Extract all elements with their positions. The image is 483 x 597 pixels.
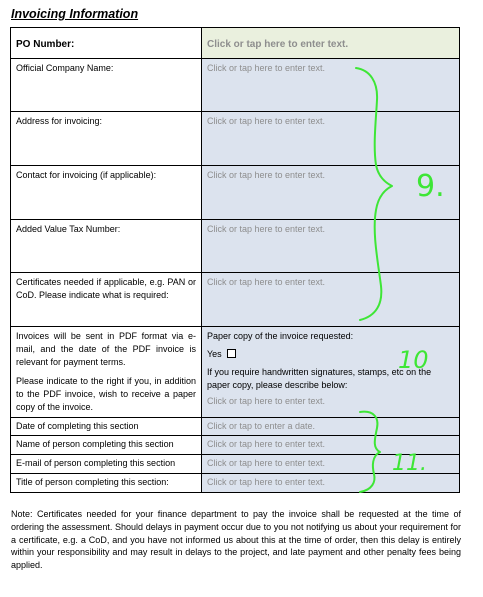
- paper-copy-instruction: Please indicate to the right if you, in addition to the PDF invoice, wish to receive a paper copy of the invoice.: [16, 376, 196, 412]
- paper-copy-question: Paper copy of the invoice requested:: [207, 331, 354, 341]
- completer-email-label: E-mail of person completing this section: [11, 455, 202, 474]
- completer-name-label: Name of person completing this section: [11, 436, 202, 455]
- completion-date-label: Date of completing this section: [11, 418, 202, 436]
- section-title: Invoicing Information: [11, 7, 139, 21]
- completer-title-field[interactable]: Click or tap here to enter text.: [202, 474, 460, 493]
- completer-name-field[interactable]: Click or tap here to enter text.: [202, 436, 460, 455]
- row-completion-date: [11, 418, 460, 436]
- invoicing-form-table: [10, 27, 460, 493]
- contact-label: Contact for invoicing (if applicable):: [11, 166, 202, 220]
- address-field[interactable]: Click or tap here to enter text.: [202, 112, 460, 166]
- po-number-field[interactable]: Click or tap here to enter text.: [202, 28, 460, 59]
- pdf-invoice-info: Invoices will be sent in PDF format via e-mail, and the date of the PDF invoice is relevant for payment terms.: [16, 331, 196, 367]
- row-address: [11, 112, 460, 166]
- address-label: Address for invoicing:: [11, 112, 202, 166]
- row-company-name: [11, 59, 460, 112]
- row-completer-email: [11, 455, 460, 474]
- paper-copy-yes-option[interactable]: [207, 348, 454, 361]
- contact-field[interactable]: Click or tap here to enter text.: [202, 166, 460, 220]
- vat-number-label: Added Value Tax Number:: [11, 220, 202, 273]
- row-certificates: [11, 273, 460, 327]
- company-name-field[interactable]: Click or tap here to enter text.: [202, 59, 460, 112]
- row-completer-name: [11, 436, 460, 455]
- company-name-label: Official Company Name:: [11, 59, 202, 112]
- row-completer-title: [11, 474, 460, 493]
- annotation-10: 10: [398, 346, 429, 374]
- po-number-label: PO Number:: [11, 28, 202, 59]
- row-paper-copy: [11, 327, 460, 418]
- annotation-11: 11.: [392, 451, 427, 476]
- handwritten-requirements-field[interactable]: Click or tap here to enter text.: [207, 396, 326, 406]
- pdf-invoice-label: [11, 327, 202, 418]
- completer-email-field[interactable]: Click or tap here to enter text.: [202, 455, 460, 474]
- completion-date-field[interactable]: Click or tap to enter a date.: [202, 418, 460, 436]
- yes-label: Yes: [207, 349, 222, 359]
- row-po-number: [11, 28, 460, 59]
- row-vat-number: [11, 220, 460, 273]
- certificates-field[interactable]: Click or tap here to enter text.: [202, 273, 460, 327]
- certificates-label: Certificates needed if applicable, e.g. PAN or CoD. Please indicate what is required:: [11, 273, 202, 327]
- yes-checkbox[interactable]: [227, 349, 236, 358]
- completer-title-label: Title of person completing this section:: [11, 474, 202, 493]
- handwritten-note: If you require handwritten signatures, stamps, etc on the paper copy, please describe below:: [207, 367, 432, 390]
- payment-note: Note: Certificates needed for your finance department to pay the invoice shall be requested at the time of ordering the assessment. Should delays in payment occur due to you not notifying us about your requirement for a certificate, e.g. a CoD, and you have not informed us about this at the time of order, then this delay is entirely within your responsibility and may result in delays to the project, and late payment and other penalty fees being applied.: [11, 509, 461, 571]
- annotation-9: 9.: [416, 169, 445, 204]
- vat-number-field[interactable]: Click or tap here to enter text.: [202, 220, 460, 273]
- row-contact: [11, 166, 460, 220]
- paper-copy-cell: [202, 327, 460, 418]
